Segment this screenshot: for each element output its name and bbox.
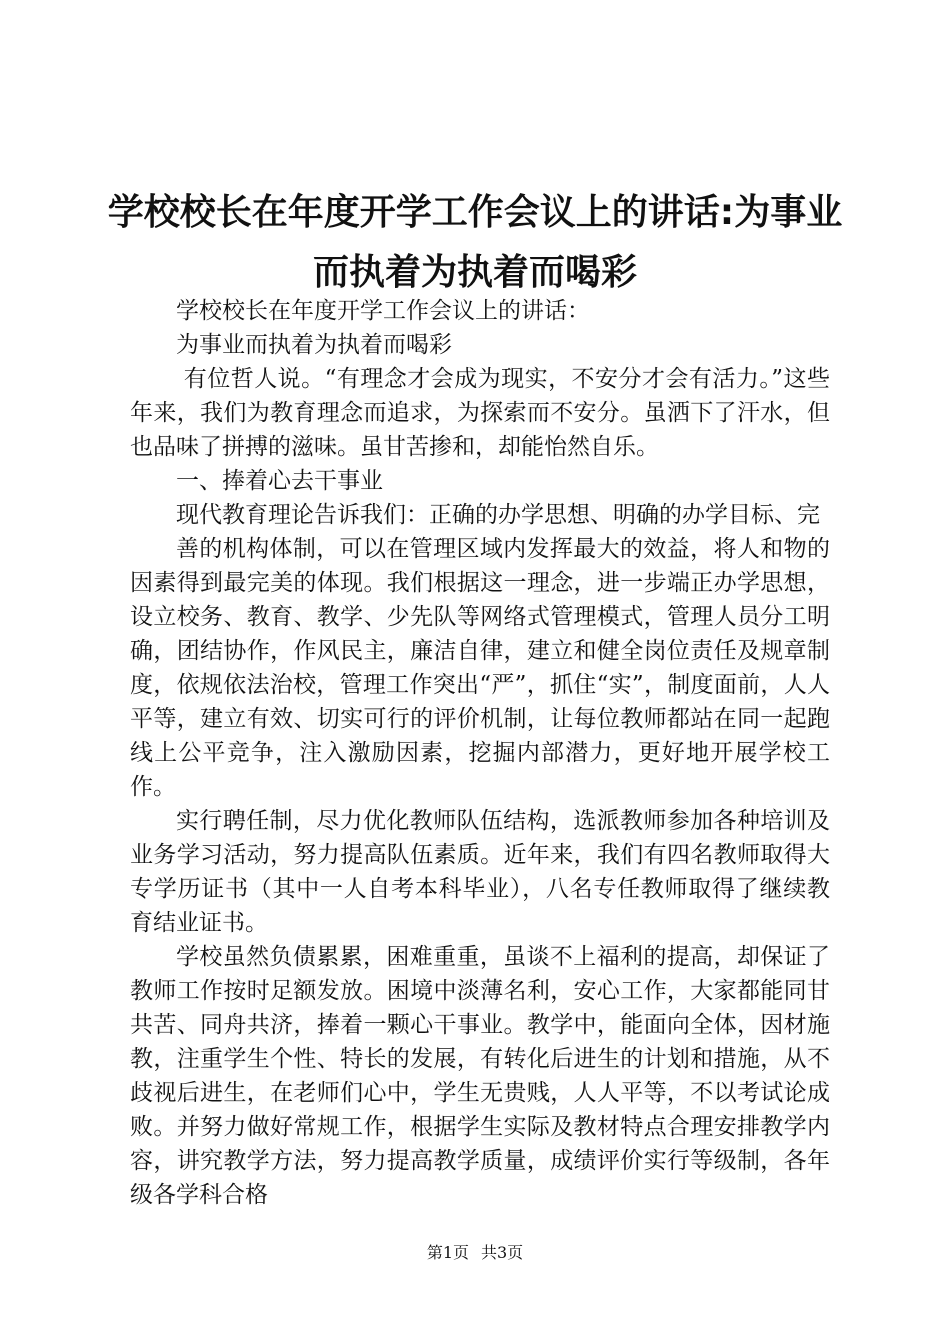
page-footer	[0, 1243, 950, 1263]
page-number: 第1页	[426, 1243, 469, 1262]
section-heading: 一、捧着心去干事业	[176, 468, 383, 494]
paragraph-heading-line-2: 为事业而执着为执着而喝彩	[176, 332, 452, 358]
paragraph-intro: 有位哲人说。“有理念才会成为现实，不安分才会有活力。”这些年来，我们为教育理念而追求，为探索而不安分。虽洒下了汗水，但也品味了拼搏的滋味。虽甘苦掺和，却能怡然自乐。	[130, 366, 830, 460]
page-total: 共3页	[481, 1243, 524, 1262]
paragraph-theory: 现代教育理论告诉我们：正确的办学思想、明确的办学目标、完	[176, 502, 820, 528]
paragraph-teaching: 学校虽然负债累累，困难重重，虽谈不上福利的提高，却保证了教师工作按时足额发放。困境中淡薄名利，安心工作，大家都能同甘共苦、同舟共济，捧着一颗心干事业。教学中，能面向全体，因材施教，注重学生个性、特长的发展，有转化后进生的计划和措施，从不歧视后进生，在老师们心中，学生无贵贱，人人平等，不以考试论成败。并努力做好常规工作，根据学生实际及教材特点合理安排教学内容，讲究教学方法，努力提高教学质量，成绩评价实行等级制，各年级各学科合格	[130, 944, 830, 1208]
paragraph-management: 善的机构体制，可以在管理区域内发挥最大的效益，将人和物的因素得到最完美的体现。我们根据这一理念，进一步端正办学思想，设立校务、教育、教学、少先队等网络式管理模式，管理人员分工明确，团结协作，作风民主，廉洁自律，建立和健全岗位责任及规章制度，依规依法治校，管理工作突出“严”，抓住“实”，制度面前，人人平等，建立有效、切实可行的评价机制，让每位教师都站在同一起跑线上公平竞争，注入激励因素，挖掘内部潜力，更好地开展学校工作。	[130, 536, 830, 800]
paragraph-heading-line-1: 学校校长在年度开学工作会议上的讲话：	[176, 298, 590, 324]
document-body	[130, 294, 830, 1212]
paragraph-appointment: 实行聘任制，尽力优化教师队伍结构，选派教师参加各种培训及业务学习活动，努力提高队伍素质。近年来，我们有四名教师取得大专学历证书（其中一人自考本科毕业），八名专任教师取得了继续教育结业证书。	[130, 808, 830, 936]
document-title: 学校校长在年度开学工作会议上的讲话:为事业而执着为执着而喝彩	[107, 192, 843, 293]
